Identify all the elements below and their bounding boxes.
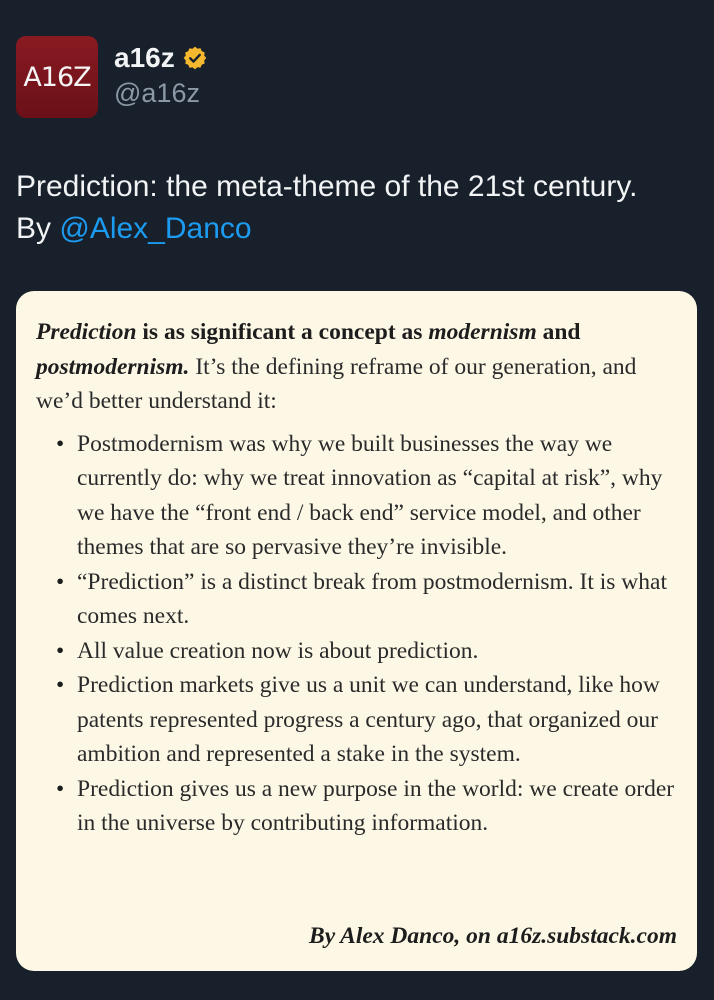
display-name-row <box>114 44 208 72</box>
by-prefix: By <box>16 212 60 245</box>
quote-card-image[interactable] <box>16 291 697 971</box>
verified-badge-icon <box>182 45 208 71</box>
card-bullet-list <box>36 427 677 841</box>
list-item: • All value creation now is about prediction. <box>77 634 677 669</box>
display-name[interactable]: a16z <box>114 42 175 73</box>
tweet-line-1: Prediction: the meta-theme of the 21st century. <box>16 170 638 203</box>
tweet-text <box>16 166 706 250</box>
handle[interactable]: @a16z <box>114 78 200 108</box>
tweet-header <box>16 36 208 118</box>
avatar-logo-text: A16Z <box>23 61 91 93</box>
list-item: • Prediction markets give us a unit we can understand, like how patents represented progress a century ago, that organized our ambition and represented a stake in the system. <box>77 668 677 772</box>
card-lead-paragraph: Prediction is as significant a concept as modernism and postmodernism. It’s the defining reframe of our generation, and we’d better understand it: <box>36 319 637 414</box>
mention-link[interactable]: @Alex_Danco <box>59 212 252 245</box>
tweet-line-2 <box>16 208 706 250</box>
card-byline: By Alex Danco, on a16z.substack.com <box>309 922 677 949</box>
list-item: • Postmodernism was why we built businesses the way we currently do: why we treat innovation as “capital at risk”, why we have the “front end / back end” service model, and other themes that are so pervasive they’re invisible. <box>77 427 677 565</box>
account-names <box>114 44 208 109</box>
list-item: • “Prediction” is a distinct break from postmodernism. It is what comes next. <box>77 565 677 634</box>
list-item: • Prediction gives us a new purpose in the world: we create order in the universe by contributing information. <box>77 772 677 841</box>
avatar[interactable] <box>16 36 98 118</box>
